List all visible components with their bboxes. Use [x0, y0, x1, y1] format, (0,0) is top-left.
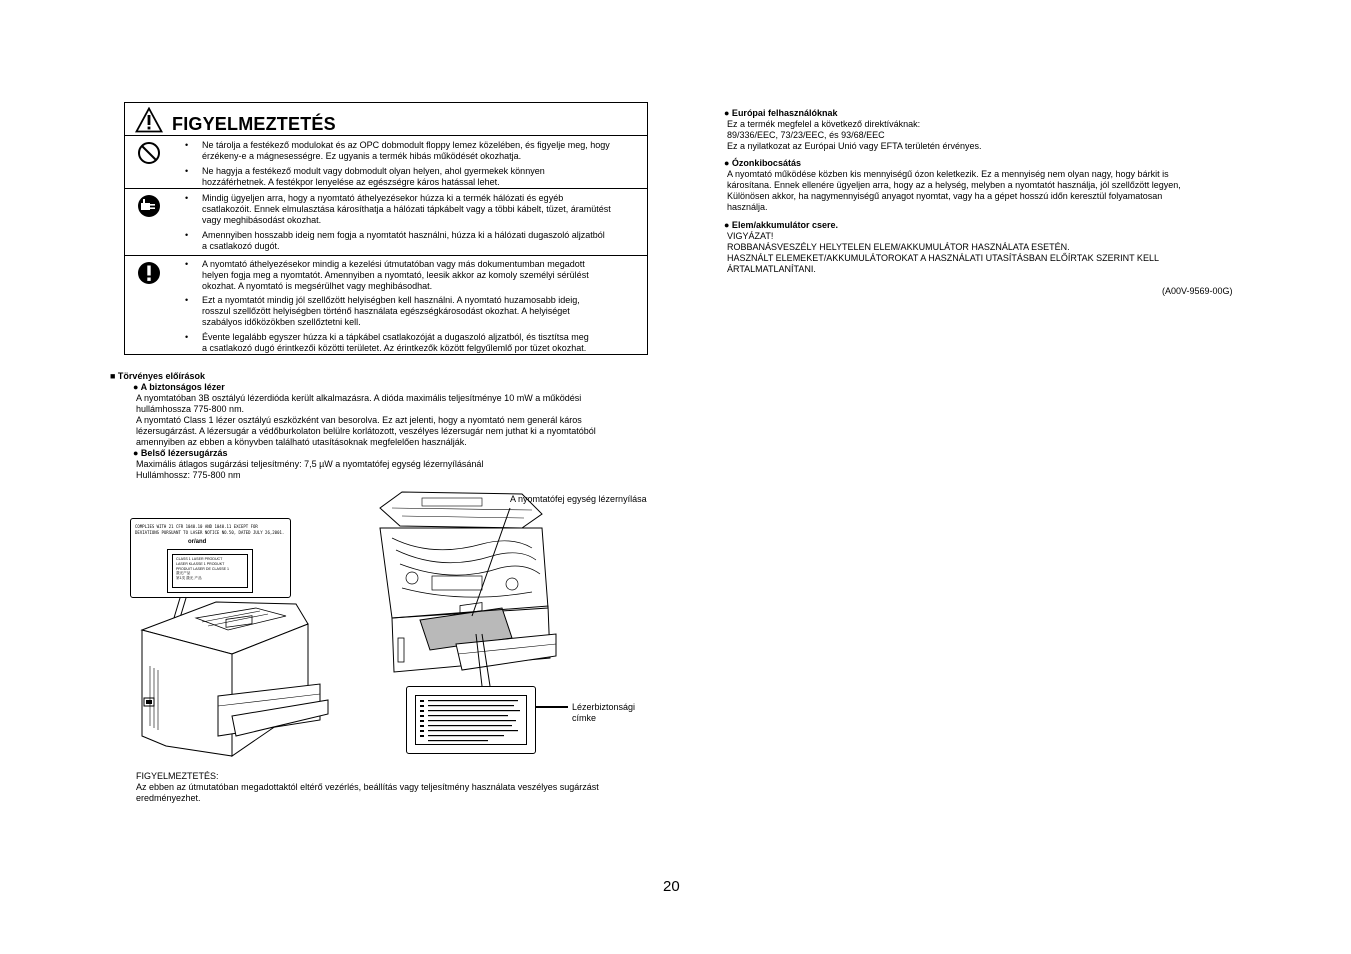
ozone-text	[727, 169, 1181, 213]
text-line: Hullámhossz: 775-800 nm	[136, 470, 241, 480]
text-line: A nyomtatóban 3B osztályú lézerdióda került alkalmazásra. A dióda maximális teljesítménye 10 mW a működési	[136, 393, 582, 403]
warning-line: Ne tárolja a festékező modulokat és az OPC dobmodult floppy lemez közelében, és figyelje meg, hogy	[202, 140, 610, 150]
prohibition-icon	[137, 141, 161, 165]
internal-laser-heading: ● Belső lézersugárzás	[133, 448, 228, 458]
warning-line: a csatlakozó dugót.	[202, 241, 280, 251]
warning-line: Évente legalább egyszer húzza ki a tápkábel csatlakozóját a dugaszoló aljzatból, és tisztítsa meg	[202, 332, 589, 342]
aperture-callout: A nyomtatófej egység lézernyílása	[510, 494, 647, 504]
text-line: Az ebben az útmutatóban megadottaktól eltérő vezérlés, beállítás vagy teljesítmény használata veszélyes sugárzást	[136, 782, 599, 792]
eu-text	[727, 119, 981, 152]
battery-heading: ● Elem/akkumulátor csere.	[724, 220, 838, 230]
page-number: 20	[663, 878, 680, 895]
label-text: DEVIATIONS PURSUANT TO LASER NOTICE NO.50, DATED JULY 26,2001.	[135, 530, 285, 535]
warning-line: csatlakozóit. Ennek elmulasztása károsíthatja a hálózati tápkábelt vagy a többi kábelt, tüzet, áramütést	[202, 204, 611, 214]
warning-line: Ne hagyja a festékező modult vagy dobmodult olyan helyen, ahol gyermekek könnyen	[202, 166, 545, 176]
callout-line: címke	[572, 713, 597, 723]
warning-line: Mindig ügyeljen arra, hogy a nyomtató áthelyezésekor húzza ki a termék hálózati és egyéb	[202, 193, 564, 203]
compliance-label	[130, 518, 291, 598]
warning-line: vagy meghibásodást okozhat.	[202, 215, 322, 225]
label-text: COMPLIES WITH 21 CFR 1040.10 AND 1040.11 EXCEPT FOR	[135, 524, 258, 529]
warning-line: érzékeny-e a mágnesességre. Ez ugyanis a termék hibás működését okozhatja.	[202, 151, 522, 161]
label-leader-line	[536, 706, 568, 708]
text-line: Ez a termék megfelel a következő direktíváknak:	[727, 119, 921, 129]
text-line: Ez a nyilatkozat az Európai Unió vagy EFTA területén érvényes.	[727, 141, 982, 151]
text-line: amennyiben az ebben a könyvben található utasításoknak megfelelően használják.	[136, 437, 467, 447]
ozone-heading: ● Ózonkibocsátás	[724, 158, 801, 168]
bottom-warning	[136, 771, 599, 804]
text-line: károsítana. Ennek ellenére ügyeljen arra, hogy az a helység, melyben a nyomtatót használja, jól szellőzött legyen,	[727, 180, 1181, 190]
laser-class-label: CLASS 1 LASER PRODUCT LASER KLASSE 1 PRODUKT PRODUIT LASER DE CLASSE 1 激光产品 第1类 激光 产品	[167, 549, 253, 593]
warning-line: okozhat. A nyomtató is megsérülhet vagy meghibásodhat.	[202, 281, 433, 291]
text-line: lézersugárzást. A lézersugár a védőburkolaton belülre korlátozott, veszélyes lézersugár nem juthat ki a nyomtatóból	[136, 426, 596, 436]
text-line: használja.	[727, 202, 768, 212]
unplug-icon	[137, 194, 161, 218]
document-code: (A00V-9569-00G)	[1162, 286, 1233, 296]
warning-row-unplug: • Mindig ügyeljen arra, hogy a nyomtató áthelyezésekor húzza ki a termék hálózati és egyéb csatlakozóit. Ennek elmulasztása károsíthatja a hálózati tápkábelt vagy a többi kábelt, tüzet, áramütést vagy meghibásodást okozhat. • Amennyiben hosszabb ideig nem fogja a nyomtatót használni, húzza ki a hálózati dugaszoló aljzatból a csatlakozó dugót.	[125, 189, 647, 256]
safe-laser-heading: ● A biztonságos lézer	[133, 382, 225, 392]
laser-safety-label	[406, 686, 536, 754]
warning-line: helyen fogja meg a nyomtatót. Amennyiben a nyomtató, leesik akkor az komoly személyi sérülést	[202, 270, 589, 280]
text-line: Maximális átlagos sugárzási teljesítmény: 7,5 µW a nyomtatófej egység lézernyílásánál	[136, 459, 484, 469]
text-line: A nyomtató működése közben kis mennyiségű ózon keletkezik. Ez a mennyiség nem olyan nagy, hogy bárkit is	[727, 169, 1169, 179]
eu-heading: ● Európai felhasználóknak	[724, 108, 838, 118]
warning-title: FIGYELMEZTETÉS	[172, 114, 336, 134]
warning-row-handling: • A nyomtató áthelyezésekor mindig a kezelési útmutatóban vagy más dokumentumban megadott helyen fogja meg a nyomtatót. Amennyiben a nyomtató, leesik akkor az komoly személyi sérülést okozhat. A nyomtató is megsérülhet vagy meghibásodhat. • Ezt a nyomtatót mindig jól szellőzött helyiségben kell használni. A nyomtató huzamosabb ideig, rosszul szellőzött helyiségben történő használata egészségkárosodást okozhat. A helyiséget szabályos időközökben szellőztetni kell. • Évente legalább egyszer húzza ki a tápkábel csatlakozóját a dugaszoló aljzatból, és tisztítsa meg a csatlakozó dugó érintkezői közötti területet. Az érintkezők között felgyűlemlő por tüzet okozhat.	[125, 256, 647, 355]
label-callout	[572, 702, 635, 724]
text-line: ROBBANÁSVESZÉLY HELYTELEN ELEM/AKKUMULÁTOR HASZNÁLATA ESETÉN.	[727, 242, 1070, 252]
text-line: hullámhossza 775-800 nm.	[136, 404, 245, 414]
text-line: 89/336/EEC, 73/23/EEC, és 93/68/EEC	[727, 130, 885, 140]
text-line: VIGYÁZAT!	[727, 231, 774, 241]
warning-box	[124, 102, 648, 355]
mandatory-exclamation-icon	[137, 261, 161, 285]
printer-illustration-front	[136, 596, 332, 760]
internal-laser-text	[136, 459, 483, 481]
bottom-warning-title: FIGYELMEZTETÉS:	[136, 771, 219, 781]
printer-illustration-open	[372, 488, 562, 688]
label-fine-print	[416, 696, 528, 746]
warning-line: Ezt a nyomtatót mindig jól szellőzött helyiségben kell használni. A nyomtató huzamosabb ideig,	[202, 295, 580, 305]
safe-laser-text	[136, 393, 596, 448]
battery-text	[727, 231, 1159, 275]
warning-triangle-icon	[135, 107, 163, 133]
warning-line: rosszul szellőzött helyiségben történő használata egészségkárosodást okozhat. A helyiséget	[202, 306, 570, 316]
text-line: A nyomtató Class 1 lézer osztályú eszközként van besorolva. Ez azt jelenti, hogy a nyomtató nem generál káros	[136, 415, 582, 425]
legal-heading: ■ Törvényes előírások	[110, 371, 205, 381]
warning-row-storage: • Ne tárolja a festékező modulokat és az OPC dobmodult floppy lemez közelében, és figyelje meg, hogy érzékeny-e a mágnesességre. Ez ugyanis a termék hibás működését okozhatja. • Ne hagyja a festékező modult vagy dobmodult olyan helyen, ahol gyermekek könnyen hozzáférhetnek. A festékpor lenyelése az egészségre káros hatással lehet.	[125, 136, 647, 189]
warning-line: a csatlakozó dugó érintkezői közötti területet. Az érintkezők között felgyűlemlő por tüzet okozhat.	[202, 343, 587, 353]
callout-line: Lézerbiztonsági	[572, 702, 636, 712]
warning-line: szabályos időközökben szellőztetni kell.	[202, 317, 361, 327]
text-line: ÁRTALMATLANÍTANI.	[727, 264, 816, 274]
label-or: or/and	[188, 539, 207, 545]
warning-line: A nyomtató áthelyezésekor mindig a kezelési útmutatóban vagy más dokumentumban megadott	[202, 259, 585, 269]
warning-line: hozzáférhetnek. A festékpor lenyelése az egészségre káros hatással lehet.	[202, 177, 500, 187]
text-line: Különösen akkor, ha nagymennyiségű anyagot nyomtat, vagy ha a gépet hosszú időn keresztül folyamatosan	[727, 191, 1163, 201]
warning-line: Amennyiben hosszabb ideig nem fogja a nyomtatót használni, húzza ki a hálózati dugaszoló aljzatból	[202, 230, 605, 240]
text-line: HASZNÁLT ELEMEKET/AKKUMULÁTOROKAT A HASZNÁLATI UTASÍTÁSBAN ELŐÍRTAK SZERINT KELL	[727, 253, 1159, 263]
warning-header	[125, 103, 647, 136]
text-line: eredményezhet.	[136, 793, 201, 803]
